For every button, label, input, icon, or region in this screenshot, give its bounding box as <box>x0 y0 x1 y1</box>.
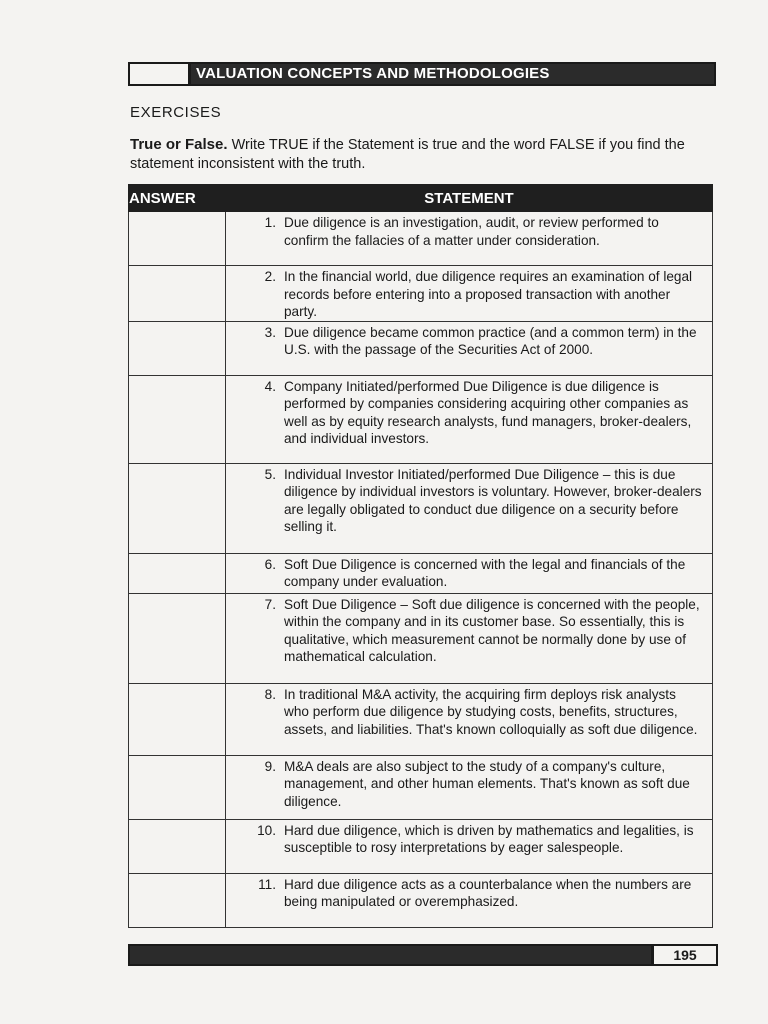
table-row <box>129 553 713 593</box>
table-row <box>129 873 713 927</box>
answer-cell[interactable] <box>129 873 226 927</box>
answer-cell[interactable] <box>129 683 226 755</box>
table-row <box>129 321 713 375</box>
statement-text: M&A deals are also subject to the study of a company's culture, management, and other human elements. That's known as soft due diligence. <box>284 758 690 809</box>
answer-cell[interactable] <box>129 463 226 553</box>
item-number: 10. <box>257 822 276 838</box>
statement-text: Soft Due Diligence – Soft due diligence is concerned with the people, within the company and in its customer base. So essentially, this is qualitative, which measurement cannot be normally done by use of mathematical calculation. <box>284 596 700 664</box>
statement-cell <box>226 553 713 593</box>
item-number: 9. <box>264 758 276 774</box>
section-title: EXERCISES <box>130 104 222 121</box>
statement-cell <box>226 755 713 819</box>
statement-text: Hard due diligence acts as a counterbalance when the numbers are being manipulated or overemphasized. <box>284 876 692 909</box>
header-blank-box <box>130 64 191 84</box>
instructions-lead: True or False. <box>130 136 228 153</box>
table-row <box>129 819 713 873</box>
chapter-header-bar <box>128 62 716 86</box>
statement-text: Soft Due Diligence is concerned with the legal and financials of the company under evaluation. <box>284 556 686 589</box>
answer-cell[interactable] <box>129 212 226 266</box>
chapter-title: VALUATION CONCEPTS AND METHODOLOGIES <box>196 65 550 82</box>
table-row <box>129 212 713 266</box>
statement-cell <box>226 321 713 375</box>
page-number: 195 <box>651 946 716 964</box>
statement-text: Hard due diligence, which is driven by mathematics and legalities, is susceptible to rosy interpretations by eager salespeople. <box>284 822 694 855</box>
item-number: 8. <box>264 686 276 702</box>
item-number: 1. <box>264 215 276 230</box>
statement-cell <box>226 873 713 927</box>
statement-text: Due diligence is an investigation, audit, or review performed to confirm the fallacies of a matter under consideration. <box>284 215 659 248</box>
table-row <box>129 375 713 463</box>
item-number: 6. <box>264 556 276 572</box>
statement-cell <box>226 266 713 322</box>
statement-text: In traditional M&A activity, the acquiring firm deploys risk analysts who perform due diligence by studying costs, benefits, structures, assets, and liabilities. That's known colloquially as soft due diligence. <box>284 686 698 737</box>
answer-cell[interactable] <box>129 375 226 463</box>
item-number: 7. <box>264 596 276 612</box>
exercise-table <box>128 184 713 928</box>
instructions-text <box>130 135 720 174</box>
answer-cell[interactable] <box>129 755 226 819</box>
answer-cell[interactable] <box>129 593 226 683</box>
statement-cell <box>226 463 713 553</box>
item-number: 2. <box>264 269 276 284</box>
answer-cell[interactable] <box>129 819 226 873</box>
instructions-body: Write TRUE if the Statement is true and the word FALSE if you find the statement inconsistent with the truth. <box>130 137 685 172</box>
statement-cell <box>226 375 713 463</box>
table-row <box>129 683 713 755</box>
answer-cell[interactable] <box>129 321 226 375</box>
statement-text: Individual Investor Initiated/performed Due Diligence – this is due diligence by individual investors is voluntary. However, broker-dealers are legally obligated to conduct due diligence on a security before selling it. <box>284 466 702 534</box>
statement-cell <box>226 593 713 683</box>
item-number: 11. <box>258 876 276 892</box>
statement-cell <box>226 212 713 266</box>
page-footer-bar <box>128 944 718 966</box>
table-row <box>129 755 713 819</box>
statement-text: In the financial world, due diligence requires an examination of legal records before entering into a proposed transaction with another party. <box>284 269 693 319</box>
statement-text: Company Initiated/performed Due Diligence is due diligence is performed by companies considering acquiring other companies as well as by equity research analysts, fund managers, broker-dealers, and individual investors. <box>284 378 692 446</box>
answer-column-header: ANSWER <box>129 185 226 212</box>
table-header-row <box>129 185 713 212</box>
statement-cell <box>226 819 713 873</box>
answer-cell[interactable] <box>129 266 226 322</box>
answer-cell[interactable] <box>129 553 226 593</box>
item-number: 3. <box>264 324 276 340</box>
item-number: 4. <box>264 378 276 394</box>
table-row <box>129 593 713 683</box>
statement-text: Due diligence became common practice (and a common term) in the U.S. with the passage of the Securities Act of 2000. <box>284 324 697 357</box>
table-row <box>129 266 713 322</box>
table-row <box>129 463 713 553</box>
item-number: 5. <box>264 466 276 482</box>
statement-column-header: STATEMENT <box>226 185 713 212</box>
statement-cell <box>226 683 713 755</box>
